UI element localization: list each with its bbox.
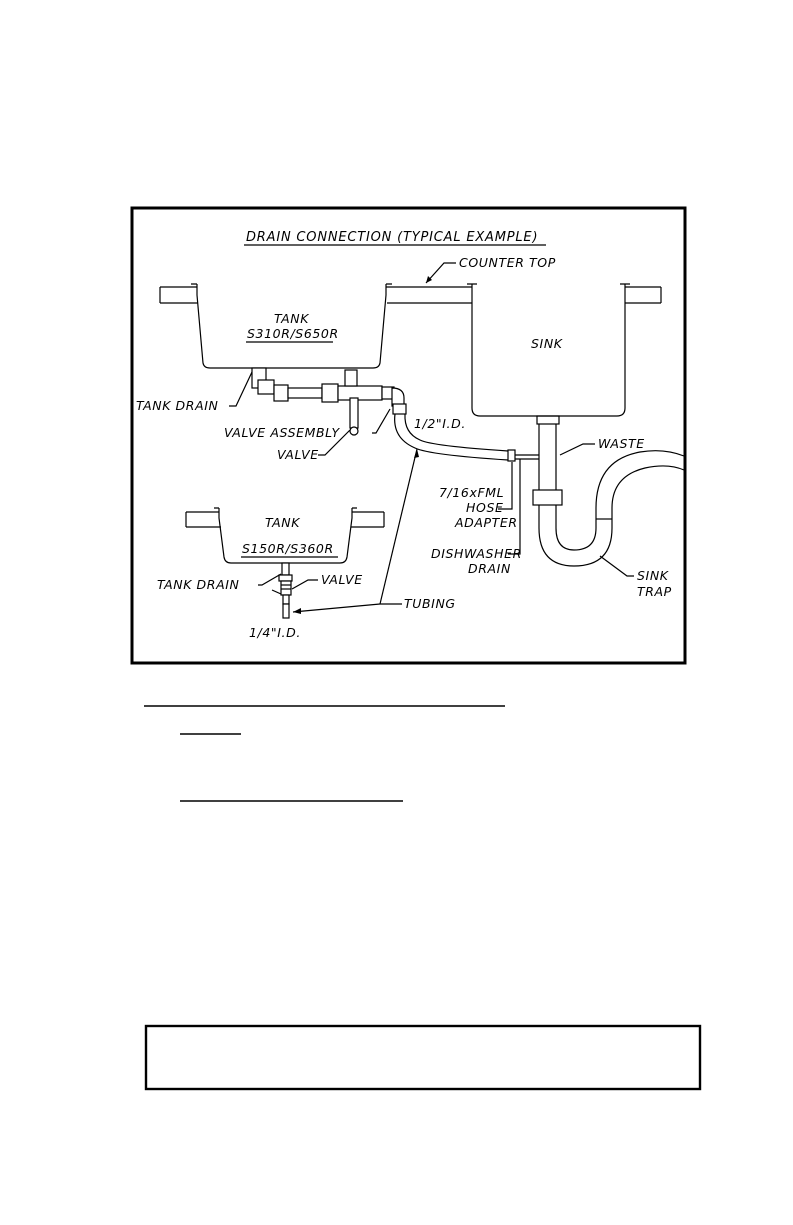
- waste-label: WASTE: [598, 436, 645, 451]
- tubing-leader-up: [380, 449, 417, 604]
- sink-trap-label-2: TRAP: [637, 584, 672, 599]
- tubing-leader: [293, 604, 402, 612]
- sink-trap-leader: [600, 556, 634, 576]
- sink-trap: [539, 451, 684, 566]
- sink: [467, 284, 630, 424]
- valve-1-label: VALVE: [277, 447, 319, 462]
- tank-drain-1-leader: [229, 372, 252, 406]
- dishwasher-drain-leader: [508, 459, 520, 554]
- tubing-label: TUBING: [404, 596, 456, 611]
- tank-small-label: TANK: [265, 515, 300, 530]
- tank-large-models: S310R/S650R: [247, 326, 339, 341]
- quarter-inch-id-label: 1/4"I.D.: [249, 625, 301, 640]
- valve-2-leader: [292, 580, 318, 589]
- note-box: [146, 1026, 700, 1089]
- diagram-title: DRAIN CONNECTION (TYPICAL EXAMPLE): [246, 230, 539, 245]
- tank-small-models: S150R/S360R: [242, 541, 334, 556]
- sink-label: SINK: [531, 336, 563, 351]
- waste-pipe: [515, 424, 562, 528]
- dishwasher-drain-label-1: DISHWASHER: [431, 546, 522, 561]
- counter-top: [160, 287, 661, 303]
- dishwasher-drain-label-2: DRAIN: [468, 561, 511, 576]
- small-valve: [272, 563, 292, 618]
- half-inch-id-label: 1/2"I.D.: [414, 416, 466, 431]
- tank-drain-1-label: TANK DRAIN: [136, 398, 219, 413]
- waste-leader: [560, 444, 595, 455]
- valve-2-label: VALVE: [321, 572, 363, 587]
- hose-adapter-label-3: ADAPTER: [455, 515, 518, 530]
- counter-top-label: COUNTER TOP: [459, 255, 556, 270]
- tank-drain-2-label: TANK DRAIN: [157, 577, 240, 592]
- valve-assembly-leader: [372, 409, 390, 433]
- hose-adapter: [508, 450, 515, 461]
- tank-large-label: TANK: [274, 311, 309, 326]
- tank-drain-2-leader: [258, 574, 281, 585]
- sink-trap-label-1: SINK: [637, 568, 669, 583]
- valve-assembly-label: VALVE ASSEMBLY: [224, 425, 340, 440]
- hose-adapter-label-1: 7/16xFML: [439, 485, 505, 500]
- hose-adapter-label-2: HOSE: [466, 500, 504, 515]
